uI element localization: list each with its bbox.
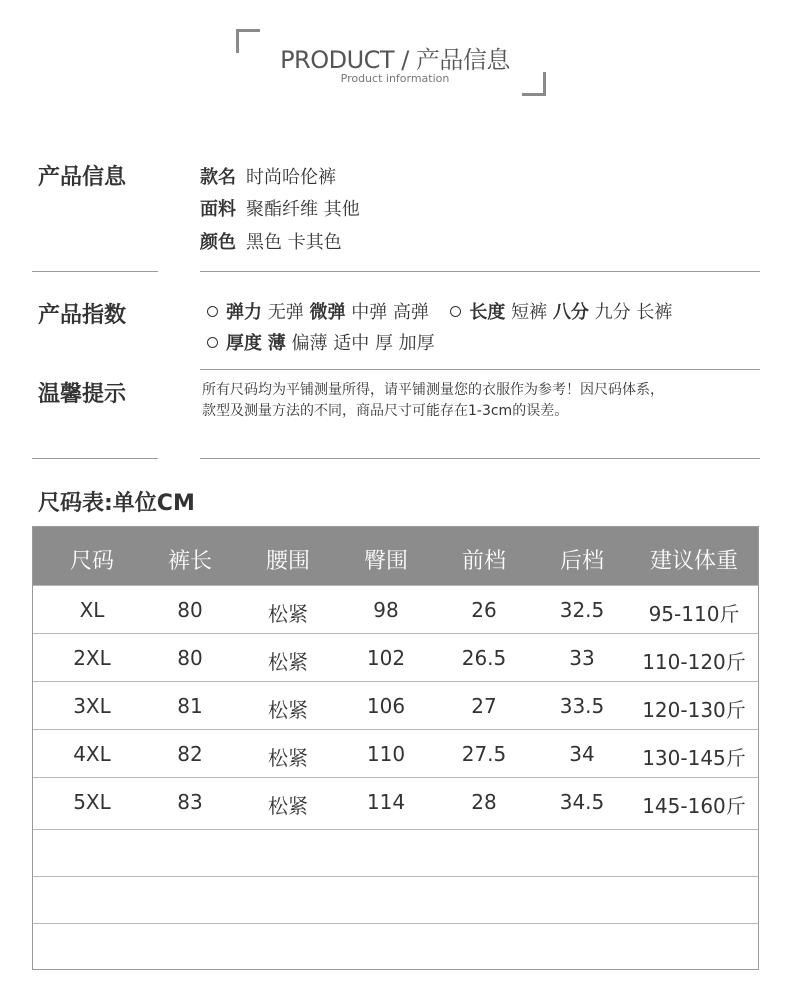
index-option-selected: 微弹: [309, 302, 346, 323]
table-cell: 松紧: [268, 794, 308, 818]
table-cell: 95-110斤: [648, 602, 740, 626]
tips-text: 所有尺码均为平铺测量所得，请平铺测量您的衣服作为参考！因尺码体系，款型及测量方法的不同，商品尺寸可能存在1-3cm的误差。: [202, 382, 664, 419]
header-cell: 建议体重: [649, 549, 738, 574]
section-label-tips: 温馨提示: [38, 382, 127, 407]
table-cell: 83: [177, 790, 203, 814]
header-cell: 裤长: [167, 549, 212, 574]
table-cell: 110-120斤: [642, 650, 746, 674]
table-cell: 3XL: [73, 694, 111, 718]
bullet-circle-icon: [450, 306, 461, 317]
table-cell: 130-145斤: [642, 746, 746, 770]
table-cell: 110: [366, 742, 406, 766]
size-table-title: 尺码表:单位CM: [38, 491, 195, 516]
index-option-selected: 薄: [267, 333, 286, 354]
info-key: 面料: [200, 199, 236, 220]
info-value: 黑色 卡其色: [246, 232, 342, 253]
table-cell: 26.5: [461, 646, 507, 670]
table-cell: 34.5: [559, 790, 605, 814]
info-key: 颜色: [200, 232, 236, 253]
section-label-index: 产品指数: [38, 303, 127, 328]
index-key-length: 长度: [469, 302, 506, 323]
table-cell: 32.5: [559, 598, 605, 622]
table-cell: 27.5: [461, 742, 507, 766]
table-cell: 松紧: [268, 746, 308, 770]
table-cell: XL: [79, 598, 105, 622]
size-table: [32, 526, 759, 970]
divider: [32, 458, 158, 459]
table-cell: 26: [471, 598, 497, 622]
table-cell: 34: [569, 742, 595, 766]
index-option: 高弹: [392, 302, 429, 323]
table-cell: 81: [177, 694, 203, 718]
info-row-color: [200, 228, 342, 254]
index-option: 短裤: [511, 302, 548, 323]
header-cell: 尺码: [69, 549, 114, 574]
table-cell: 120-130斤: [642, 698, 746, 722]
table-row: [33, 876, 758, 924]
index-key-thickness: 厚度: [226, 333, 262, 354]
table-cell: 80: [177, 598, 203, 622]
table-row: [33, 681, 758, 729]
table-cell: 145-160斤: [642, 794, 746, 818]
index-option: 适中: [333, 333, 370, 354]
table-cell: 4XL: [73, 742, 111, 766]
table-row: [33, 777, 758, 825]
table-cell: 106: [366, 694, 406, 718]
table-cell: 27: [471, 694, 497, 718]
table-cell: 114: [366, 790, 406, 814]
corner-bracket-bottom-right: [522, 72, 546, 96]
table-cell: 80: [177, 646, 203, 670]
table-cell: 98: [373, 598, 399, 622]
header-cell: 前档: [461, 549, 506, 574]
divider: [200, 271, 760, 272]
bullet-circle-icon: [207, 337, 218, 348]
index-option: 厚: [374, 333, 393, 354]
table-row: [33, 829, 758, 877]
table-row: [33, 633, 758, 681]
table-cell: 82: [177, 742, 203, 766]
bullet-circle-icon: [207, 306, 218, 317]
divider: [200, 369, 760, 370]
index-option: 九分: [594, 302, 631, 323]
index-option: 加厚: [398, 333, 435, 354]
table-cell: 松紧: [268, 698, 308, 722]
index-option: 偏薄: [291, 333, 328, 354]
table-row: [33, 585, 758, 633]
info-key: 款名: [200, 167, 236, 188]
table-cell: 102: [366, 646, 406, 670]
header-cell: 臀围: [363, 549, 408, 574]
section-label-info: 产品信息: [38, 165, 127, 190]
divider: [200, 458, 760, 459]
index-option: 中弹: [351, 302, 388, 323]
index-option: 无弹: [267, 302, 304, 323]
table-cell: 33: [569, 646, 595, 670]
info-row-fabric: [200, 195, 360, 221]
header-cell: 后档: [559, 549, 604, 574]
header-cell: 腰围: [265, 549, 310, 574]
index-key-elasticity: 弹力: [226, 302, 262, 323]
table-cell: 5XL: [73, 790, 111, 814]
info-row-name: [200, 163, 336, 189]
table-cell: 2XL: [73, 646, 111, 670]
table-cell: 松紧: [268, 650, 308, 674]
table-cell: 33.5: [559, 694, 605, 718]
table-cell: 松紧: [268, 602, 308, 626]
info-value: 时尚哈伦裤: [246, 167, 336, 188]
index-row-1: [207, 298, 672, 324]
index-option: 长裤: [636, 302, 673, 323]
index-option-selected: 八分: [552, 302, 589, 323]
divider: [32, 271, 158, 272]
info-value: 聚酯纤维 其他: [246, 199, 360, 220]
table-cell: 28: [471, 790, 497, 814]
page-subtitle: Product information: [340, 72, 450, 85]
page-title: PRODUCT / 产品信息: [280, 46, 510, 74]
table-row: [33, 729, 758, 777]
table-header: [33, 527, 758, 585]
table-row: [33, 923, 758, 971]
index-row-2: [207, 329, 435, 355]
